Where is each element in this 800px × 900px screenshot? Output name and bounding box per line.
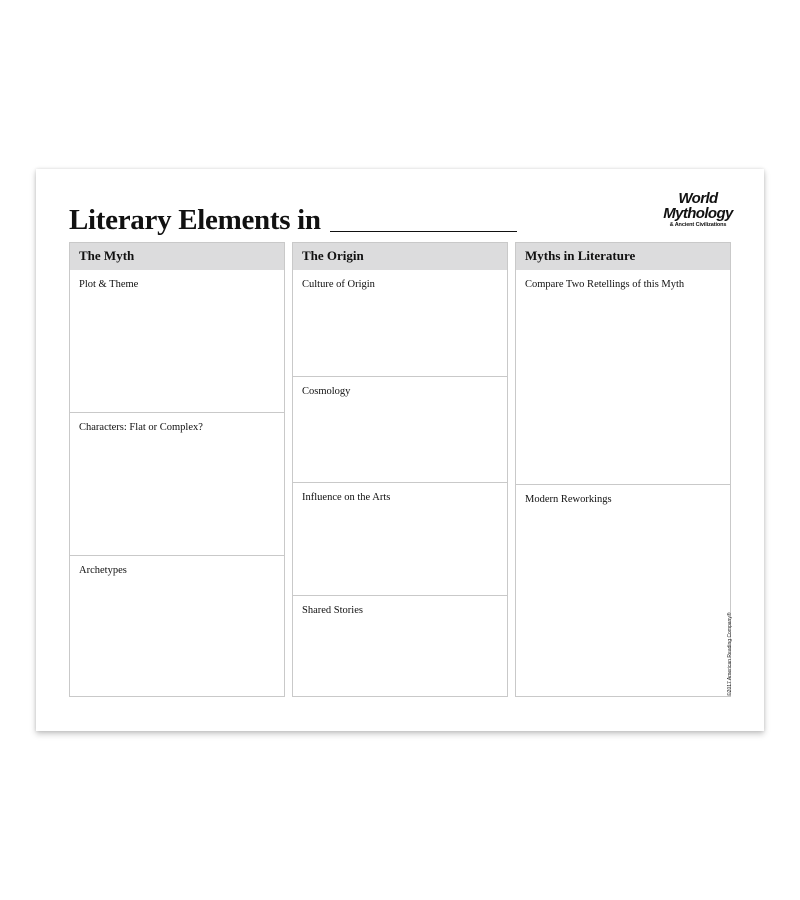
title-blank-line[interactable] [330, 230, 517, 232]
cell-label: Cosmology [302, 386, 351, 397]
cell-label: Influence on the Arts [302, 492, 391, 503]
cell-archetypes[interactable] [70, 555, 284, 696]
worksheet-page [36, 169, 764, 731]
logo-line-subtitle: & Ancient Civilizations [669, 222, 727, 228]
copyright-notice: ©2017 American Reading Company® [727, 612, 733, 696]
cell-label: Plot & Theme [79, 279, 139, 290]
cell-cosmology[interactable] [293, 376, 507, 482]
cell-compare-two-retellings[interactable] [516, 270, 730, 484]
column-heading-the-origin: The Origin [293, 243, 507, 270]
cell-modern-reworkings[interactable] [516, 484, 730, 696]
cell-shared-stories[interactable] [293, 595, 507, 696]
column-heading-myths-in-literature: Myths in Literature [516, 243, 730, 270]
logo-line-mythology: Mythology [663, 205, 733, 222]
cell-label: Culture of Origin [302, 279, 375, 290]
cell-influence-on-the-arts[interactable] [293, 482, 507, 595]
column-myths-in-literature [515, 242, 731, 697]
cell-plot-and-theme[interactable] [70, 270, 284, 412]
column-the-origin [292, 242, 508, 697]
world-mythology-logo [658, 191, 738, 229]
cell-label: Modern Reworkings [525, 494, 612, 505]
cell-label: Archetypes [79, 565, 127, 576]
logo-line-world: World [678, 190, 718, 207]
cell-characters[interactable] [70, 412, 284, 555]
column-the-myth [69, 242, 285, 697]
column-heading-the-myth: The Myth [70, 243, 284, 270]
cell-label: Shared Stories [302, 605, 363, 616]
cell-label: Compare Two Retellings of this Myth [525, 279, 685, 290]
title-row [69, 195, 517, 235]
cell-label: Characters: Flat or Complex? [79, 422, 203, 433]
cell-culture-of-origin[interactable] [293, 270, 507, 376]
page-title: Literary Elements in [69, 204, 321, 236]
